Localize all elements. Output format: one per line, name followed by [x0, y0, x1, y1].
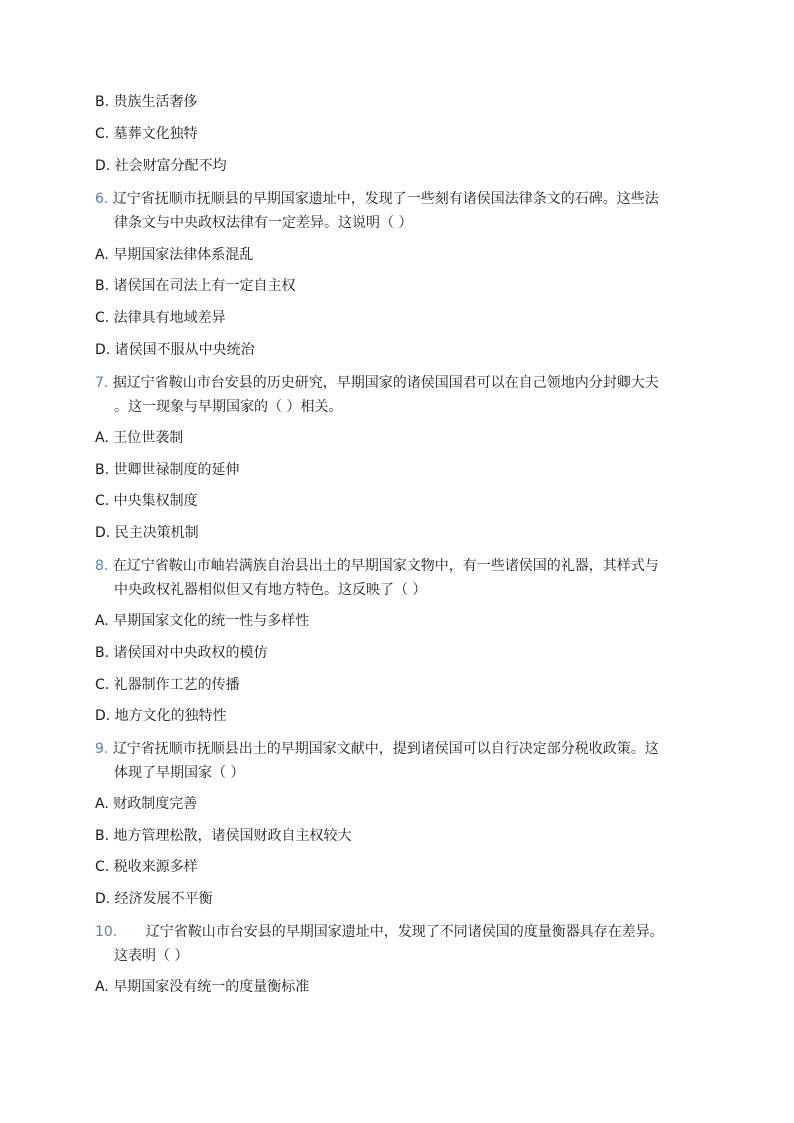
q6-option-c: C. 法律具有地域差异	[95, 310, 226, 326]
question-7-stem-line1	[95, 374, 659, 392]
question-10-stem-line1	[95, 923, 664, 941]
question-text: 辽宁省抚顺市抚顺县出土的早期国家文献中，提到诸侯国可以自行决定部分税收政策。这	[112, 741, 659, 757]
question-6-stem-line2: 律条文与中央政权法律有一定差异。这说明（ ）	[114, 215, 413, 231]
q9-option-a: A. 财政制度完善	[95, 796, 198, 812]
q6-option-a: A. 早期国家法律体系混乱	[95, 247, 254, 263]
q7-option-b: B. 世卿世禄制度的延伸	[95, 462, 240, 478]
q9-option-b: B. 地方管理松散，诸侯国财政自主权较大	[95, 828, 352, 844]
q8-option-a: A. 早期国家文化的统一性与多样性	[95, 613, 310, 629]
question-6-stem-line1	[95, 190, 659, 208]
question-number: 9.	[95, 741, 109, 757]
option-c-prev: C. 墓葬文化独特	[95, 126, 198, 142]
question-text: 辽宁省抚顺市抚顺县的早期国家遗址中，发现了一些刻有诸侯国法律条文的石碑。这些法	[112, 191, 659, 207]
question-number: 10.	[95, 924, 118, 940]
question-8-stem-line2: 中央政权礼器相似但又有地方特色。这反映了（ ）	[114, 582, 427, 598]
question-9-stem-line2: 体现了早期国家（ ）	[114, 765, 245, 781]
q8-option-c: C. 礼器制作工艺的传播	[95, 677, 240, 693]
q7-option-c: C. 中央集权制度	[95, 493, 198, 509]
q9-option-c: C. 税收来源多样	[95, 859, 198, 875]
q8-option-d: D. 地方文化的独特性	[95, 708, 227, 724]
question-text: 在辽宁省鞍山市岫岩满族自治县出土的早期国家文物中，有一些诸侯国的礼器，其样式与	[112, 558, 659, 574]
q7-option-a: A. 王位世袭制	[95, 430, 184, 446]
question-9-stem-line1	[95, 740, 659, 758]
question-8-stem-line1	[95, 557, 659, 575]
question-text: 辽宁省鞍山市台安县的早期国家遗址中，发现了不同诸侯国的度量衡器具存在差异。	[145, 924, 664, 940]
option-b-prev: B. 贵族生活奢侈	[95, 94, 198, 110]
q10-option-a: A. 早期国家没有统一的度量衡标准	[95, 979, 310, 995]
q9-option-d: D. 经济发展不平衡	[95, 891, 213, 907]
option-d-prev: D. 社会财富分配不均	[95, 158, 227, 174]
question-number: 6.	[95, 191, 109, 207]
question-number: 8.	[95, 558, 109, 574]
q7-option-d: D. 民主决策机制	[95, 525, 199, 541]
question-text: 据辽宁省鞍山市台安县的历史研究，早期国家的诸侯国国君可以在自己领地内分封卿大夫	[112, 375, 659, 391]
q6-option-d: D. 诸侯国不服从中央统治	[95, 342, 255, 358]
q6-option-b: B. 诸侯国在司法上有一定自主权	[95, 278, 296, 294]
q8-option-b: B. 诸侯国对中央政权的模仿	[95, 645, 268, 661]
question-10-stem-line2: 这表明（ ）	[114, 948, 189, 964]
question-number: 7.	[95, 375, 109, 391]
question-7-stem-line2: 。这一现象与早期国家的（ ）相关。	[114, 399, 343, 415]
